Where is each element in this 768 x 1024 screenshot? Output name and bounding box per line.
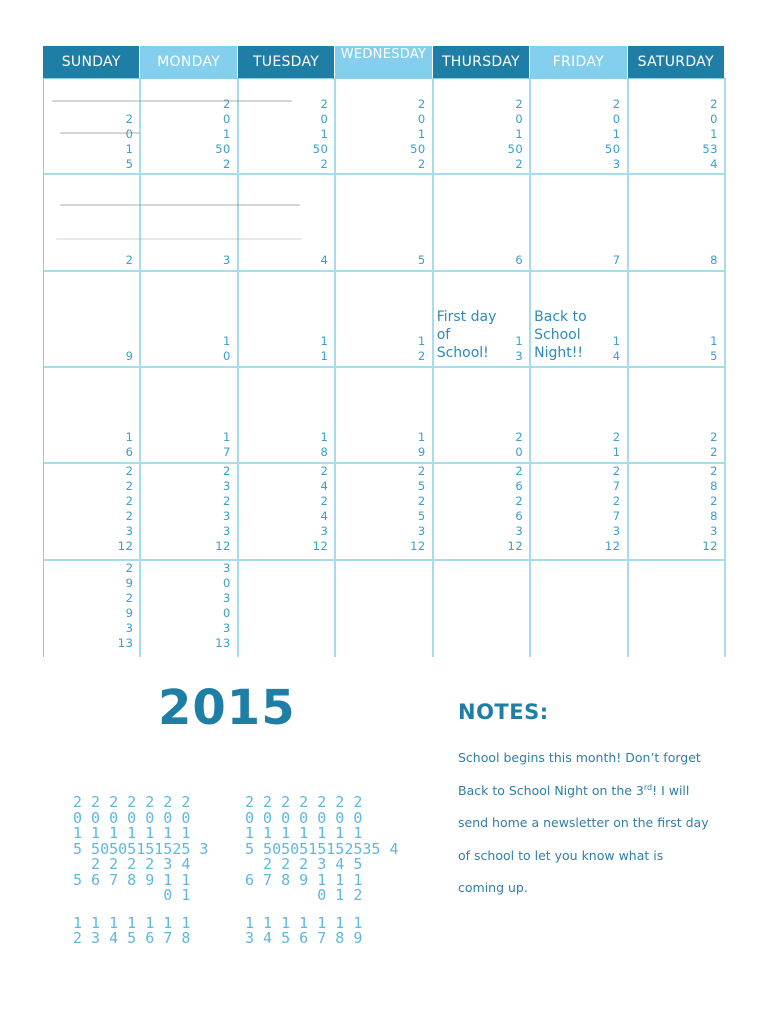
day-number-digit: 50 bbox=[312, 142, 329, 156]
day-cell-monday bbox=[141, 175, 238, 271]
day-number-digit: 2 bbox=[515, 97, 524, 111]
day-number bbox=[126, 430, 134, 460]
day-number-digit: 3 bbox=[125, 620, 134, 635]
day-number-digit: 2 bbox=[612, 430, 621, 445]
day-number bbox=[418, 334, 426, 364]
day-number-digit: 1 bbox=[612, 445, 621, 460]
day-number bbox=[515, 430, 523, 460]
day-number bbox=[320, 334, 328, 364]
day-number-digit: 1 bbox=[125, 142, 134, 156]
day-number-digit: 1 bbox=[710, 127, 718, 141]
day-cell-saturday bbox=[629, 175, 726, 271]
day-cell-friday bbox=[531, 79, 628, 175]
day-number-digit: 2 bbox=[125, 590, 134, 605]
day-number-digit: 1 bbox=[417, 430, 426, 445]
day-cell-tuesday bbox=[239, 561, 336, 657]
day-cell-thursday bbox=[434, 561, 531, 657]
day-number-digit: 2 bbox=[417, 349, 426, 363]
day-number-digit: 0 bbox=[320, 112, 329, 126]
day-cell-monday bbox=[141, 368, 238, 464]
day-number bbox=[515, 334, 523, 364]
day-number-digit: 6 bbox=[515, 479, 524, 494]
day-cell-saturday bbox=[629, 368, 726, 464]
day-cell-sunday bbox=[44, 464, 141, 560]
day-number-digit: 7 bbox=[223, 445, 231, 460]
day-number-digit: 2 bbox=[125, 464, 134, 479]
day-number-digit: 3 bbox=[612, 524, 621, 539]
scan-smudge bbox=[52, 100, 292, 102]
day-number bbox=[613, 253, 621, 268]
day-number-digit: 9 bbox=[417, 445, 426, 460]
day-number bbox=[605, 97, 621, 172]
day-number-digit: 6 bbox=[515, 252, 524, 267]
day-cell-thursday bbox=[434, 175, 531, 271]
day-number-digit: 1 bbox=[417, 334, 426, 348]
day-number-digit: 1 bbox=[223, 127, 231, 141]
day-number-digit: 3 bbox=[223, 524, 231, 539]
day-number-digit: 1 bbox=[320, 334, 329, 348]
mini-calendar-line: 1 1 1 1 1 1 1 bbox=[73, 824, 191, 842]
day-number bbox=[508, 464, 524, 554]
day-number-digit: 0 bbox=[515, 445, 524, 460]
mini-calendar-line: 1 1 1 1 1 1 1 bbox=[245, 824, 363, 842]
day-number-digit: 1 bbox=[125, 430, 134, 445]
day-number bbox=[313, 464, 329, 554]
day-cell-wednesday bbox=[336, 272, 433, 368]
day-cell-friday bbox=[531, 175, 628, 271]
day-number bbox=[118, 561, 134, 651]
day-number-digit: 2 bbox=[612, 494, 621, 509]
day-number bbox=[223, 334, 231, 364]
day-number-digit: 53 bbox=[702, 142, 718, 156]
day-number bbox=[418, 253, 426, 268]
day-number-digit: 0 bbox=[515, 112, 524, 126]
day-number-digit: 6 bbox=[515, 509, 524, 524]
scan-smudge bbox=[60, 132, 140, 134]
day-number-digit: 0 bbox=[223, 605, 231, 620]
day-number bbox=[320, 430, 328, 460]
day-cell-tuesday bbox=[239, 79, 336, 175]
day-cell-thursday bbox=[434, 79, 531, 175]
header-tuesday: TUESDAY bbox=[238, 46, 335, 78]
day-cell-tuesday bbox=[239, 368, 336, 464]
mini-calendar-line: 0 1 2 bbox=[245, 886, 363, 904]
day-number bbox=[515, 253, 523, 268]
day-number-digit: 3 bbox=[223, 479, 231, 494]
day-number-digit: 3 bbox=[223, 560, 231, 575]
day-number-digit: 2 bbox=[223, 464, 231, 479]
day-number bbox=[613, 430, 621, 460]
day-number-digit: 2 bbox=[515, 494, 524, 509]
day-cell-thursday bbox=[434, 272, 531, 368]
day-number-digit: 4 bbox=[320, 479, 329, 494]
header-saturday: SATURDAY bbox=[628, 46, 725, 78]
notes-line bbox=[458, 775, 728, 808]
day-number-digit: 12 bbox=[604, 539, 621, 554]
day-number-digit: 2 bbox=[125, 494, 134, 509]
day-number-digit: 4 bbox=[320, 252, 329, 267]
day-number bbox=[320, 253, 328, 268]
day-number-digit: 2 bbox=[223, 97, 231, 111]
day-number bbox=[410, 97, 426, 172]
day-number-digit: 7 bbox=[612, 509, 621, 524]
day-number-digit: 1 bbox=[612, 127, 621, 141]
day-number bbox=[710, 334, 718, 364]
day-cell-wednesday bbox=[336, 79, 433, 175]
day-number bbox=[410, 464, 426, 554]
day-number-digit: 0 bbox=[223, 575, 231, 590]
day-number-digit: 5 bbox=[125, 157, 134, 171]
day-number bbox=[702, 97, 718, 172]
day-number-digit: 4 bbox=[320, 509, 329, 524]
mini-calendar-line: 1 1 1 1 1 1 1 bbox=[73, 913, 191, 932]
day-number bbox=[215, 97, 231, 172]
day-number-digit: 13 bbox=[215, 635, 231, 650]
day-number-digit: 2 bbox=[320, 157, 329, 171]
notes-line: School begins this month! Don’t forget bbox=[458, 750, 701, 765]
day-number-digit: 13 bbox=[117, 635, 134, 650]
mini-calendar-line: 2 2 2 3 4 5 bbox=[245, 855, 363, 873]
day-number-digit: 2 bbox=[320, 97, 329, 111]
day-number-digit: 2 bbox=[612, 464, 621, 479]
event-back-to-school-night: Back to School Night!! bbox=[534, 308, 587, 361]
mini-calendar-line: 2 2 2 2 2 2 2 bbox=[73, 793, 191, 811]
day-number bbox=[223, 253, 231, 268]
day-cell-sunday bbox=[44, 272, 141, 368]
day-cell-friday bbox=[531, 464, 628, 560]
header-friday: FRIDAY bbox=[530, 46, 627, 78]
day-number-digit: 7 bbox=[612, 252, 621, 267]
day-number-digit: 3 bbox=[125, 524, 134, 539]
day-cell-friday bbox=[531, 561, 628, 657]
day-number-digit: 2 bbox=[320, 464, 329, 479]
mini-calendar-line: 5 6 7 8 9 1 1 bbox=[73, 870, 191, 889]
day-cell-monday bbox=[141, 272, 238, 368]
day-number-digit: 2 bbox=[710, 494, 718, 509]
event-first-day: First day of School! bbox=[436, 308, 497, 361]
day-number bbox=[508, 97, 524, 172]
day-number-digit: 2 bbox=[515, 157, 524, 171]
day-number-digit: 2 bbox=[320, 494, 329, 509]
day-number bbox=[126, 112, 134, 172]
mini-calendar-line: 0 1 bbox=[73, 886, 191, 904]
day-number-digit: 9 bbox=[125, 605, 134, 620]
day-number-digit: 1 bbox=[515, 127, 524, 141]
day-number-digit: 2 bbox=[515, 464, 524, 479]
day-number-digit: 8 bbox=[320, 445, 329, 460]
day-number-digit: 50 bbox=[604, 142, 621, 156]
day-cell-monday bbox=[141, 79, 238, 175]
day-number-digit: 2 bbox=[125, 560, 134, 575]
day-number-digit: 9 bbox=[125, 575, 134, 590]
notes-superscript: rd bbox=[643, 782, 653, 792]
day-number bbox=[605, 464, 621, 554]
notes-title: NOTES: bbox=[458, 700, 549, 724]
day-number-digit: 1 bbox=[320, 349, 329, 363]
day-number-digit: 0 bbox=[223, 349, 231, 363]
day-cell-tuesday bbox=[239, 175, 336, 271]
day-number bbox=[118, 464, 134, 554]
header-wednesday: WEDNESDAY bbox=[335, 46, 432, 78]
day-number-digit: 50 bbox=[507, 142, 524, 156]
weekday-header bbox=[43, 46, 725, 78]
year-title: 2015 bbox=[158, 680, 296, 736]
day-number-digit: 1 bbox=[710, 334, 718, 348]
day-cell-thursday bbox=[434, 368, 531, 464]
day-cell-monday bbox=[141, 464, 238, 560]
day-number bbox=[126, 349, 134, 364]
notes-text: ! I will bbox=[652, 782, 690, 798]
day-number bbox=[710, 253, 718, 268]
day-number-digit: 2 bbox=[125, 479, 134, 494]
day-number-digit: 2 bbox=[223, 494, 231, 509]
day-number-digit: 12 bbox=[215, 539, 231, 554]
day-number-digit: 4 bbox=[612, 349, 621, 363]
mini-calendar-line: 5 5050515152535 4 bbox=[245, 839, 399, 858]
day-cell-saturday bbox=[629, 272, 726, 368]
day-cell-friday bbox=[531, 272, 628, 368]
day-number bbox=[613, 334, 621, 364]
mini-calendar-line: 2 2 2 2 2 2 2 bbox=[245, 793, 363, 811]
day-number-digit: 3 bbox=[710, 524, 718, 539]
day-number-digit: 3 bbox=[320, 524, 329, 539]
day-number-digit: 5 bbox=[417, 479, 426, 494]
mini-calendar-line: 2 2 2 2 3 4 bbox=[73, 855, 191, 873]
day-cell-sunday bbox=[44, 368, 141, 464]
day-number-digit: 50 bbox=[215, 142, 231, 156]
day-number-digit: 3 bbox=[223, 252, 231, 267]
day-number-digit: 3 bbox=[223, 620, 231, 635]
day-number-digit: 3 bbox=[612, 157, 621, 171]
header-thursday: THURSDAY bbox=[433, 46, 530, 78]
day-number-digit: 1 bbox=[320, 430, 329, 445]
day-number-digit: 1 bbox=[612, 334, 621, 348]
day-number-digit: 0 bbox=[417, 112, 426, 126]
notes-line: coming up. bbox=[458, 880, 528, 895]
day-number-digit: 1 bbox=[223, 334, 231, 348]
notes-text: Back to School Night on the 3 bbox=[458, 782, 644, 798]
day-number-digit: 12 bbox=[507, 539, 524, 554]
day-cell-saturday bbox=[629, 464, 726, 560]
day-number-digit: 2 bbox=[710, 445, 718, 460]
day-number-digit: 2 bbox=[417, 494, 426, 509]
day-number-digit: 5 bbox=[417, 252, 426, 267]
day-cell-sunday bbox=[44, 79, 141, 175]
day-cell-wednesday bbox=[336, 175, 433, 271]
mini-calendar-right bbox=[245, 795, 399, 947]
day-number-digit: 0 bbox=[125, 127, 134, 141]
day-number-digit: 5 bbox=[417, 509, 426, 524]
day-number-digit: 2 bbox=[417, 464, 426, 479]
mini-calendar-line: 0 0 0 0 0 0 0 bbox=[73, 808, 191, 827]
day-number-digit: 2 bbox=[515, 430, 524, 445]
day-number-digit: 0 bbox=[710, 112, 718, 126]
day-cell-friday bbox=[531, 368, 628, 464]
day-cell-thursday bbox=[434, 464, 531, 560]
header-monday: MONDAY bbox=[140, 46, 237, 78]
day-number-digit: 5 bbox=[710, 349, 718, 363]
mini-calendar-left bbox=[73, 795, 208, 947]
day-number-digit: 50 bbox=[410, 142, 426, 156]
day-cell-tuesday bbox=[239, 272, 336, 368]
day-number bbox=[313, 97, 329, 172]
mini-calendar-line: 2 3 4 5 6 7 8 bbox=[73, 929, 191, 947]
calendar-grid bbox=[43, 78, 726, 657]
day-number-digit: 12 bbox=[117, 539, 134, 554]
day-number-digit: 9 bbox=[125, 349, 134, 363]
day-number bbox=[215, 464, 231, 554]
notes-line: of school to let you know what is bbox=[458, 847, 664, 863]
day-number bbox=[710, 430, 718, 460]
day-number-digit: 1 bbox=[320, 127, 329, 141]
day-number-digit: 3 bbox=[515, 349, 524, 363]
mini-calendar-line: 5 50505151525 3 bbox=[73, 839, 209, 858]
day-number-digit: 3 bbox=[223, 590, 231, 605]
day-number-digit: 6 bbox=[125, 445, 134, 460]
day-number-digit: 1 bbox=[223, 430, 231, 445]
day-number-digit: 2 bbox=[125, 112, 134, 126]
mini-calendar-line: 6 7 8 9 1 1 1 bbox=[245, 870, 363, 889]
day-cell-sunday bbox=[44, 175, 141, 271]
mini-calendar-line: 3 4 5 6 7 8 9 bbox=[245, 929, 363, 947]
day-number-digit: 2 bbox=[125, 509, 134, 524]
notes-line: send home a newsletter on the first day bbox=[458, 815, 709, 830]
day-number bbox=[418, 430, 426, 460]
scan-smudge bbox=[60, 204, 300, 206]
day-number-digit: 2 bbox=[710, 97, 718, 111]
mini-calendar-line: 1 1 1 1 1 1 1 bbox=[245, 913, 363, 932]
day-number-digit: 7 bbox=[612, 479, 621, 494]
day-number bbox=[223, 430, 231, 460]
day-number bbox=[215, 561, 231, 651]
day-number-digit: 8 bbox=[710, 479, 718, 494]
day-number-digit: 2 bbox=[417, 97, 426, 111]
day-cell-wednesday bbox=[336, 464, 433, 560]
day-cell-saturday bbox=[629, 79, 726, 175]
day-number-digit: 8 bbox=[710, 252, 718, 267]
day-number-digit: 12 bbox=[702, 539, 718, 554]
day-number-digit: 12 bbox=[312, 539, 329, 554]
day-cell-monday bbox=[141, 561, 238, 657]
day-cell-saturday bbox=[629, 561, 726, 657]
day-cell-tuesday bbox=[239, 464, 336, 560]
day-number-digit: 8 bbox=[710, 509, 718, 524]
day-number-digit: 3 bbox=[417, 524, 426, 539]
day-cell-wednesday bbox=[336, 368, 433, 464]
day-number-digit: 12 bbox=[410, 539, 426, 554]
day-number-digit: 4 bbox=[710, 157, 718, 171]
day-cell-wednesday bbox=[336, 561, 433, 657]
day-number-digit: 2 bbox=[710, 430, 718, 445]
scan-smudge bbox=[56, 238, 302, 240]
day-number-digit: 1 bbox=[515, 334, 524, 348]
day-number-digit: 0 bbox=[612, 112, 621, 126]
day-number-digit: 0 bbox=[223, 112, 231, 126]
day-number-digit: 2 bbox=[125, 252, 134, 267]
day-number-digit: 2 bbox=[612, 97, 621, 111]
day-cell-sunday bbox=[44, 561, 141, 657]
notes-body bbox=[458, 742, 728, 905]
day-number-digit: 3 bbox=[515, 524, 524, 539]
header-sunday: SUNDAY bbox=[43, 46, 140, 78]
day-number-digit: 2 bbox=[223, 157, 231, 171]
day-number-digit: 2 bbox=[417, 157, 426, 171]
day-number-digit: 1 bbox=[417, 127, 426, 141]
day-number-digit: 3 bbox=[223, 509, 231, 524]
day-number-digit: 2 bbox=[710, 464, 718, 479]
day-number bbox=[126, 253, 134, 268]
day-number bbox=[702, 464, 718, 554]
mini-calendar-line: 0 0 0 0 0 0 0 bbox=[245, 808, 363, 827]
